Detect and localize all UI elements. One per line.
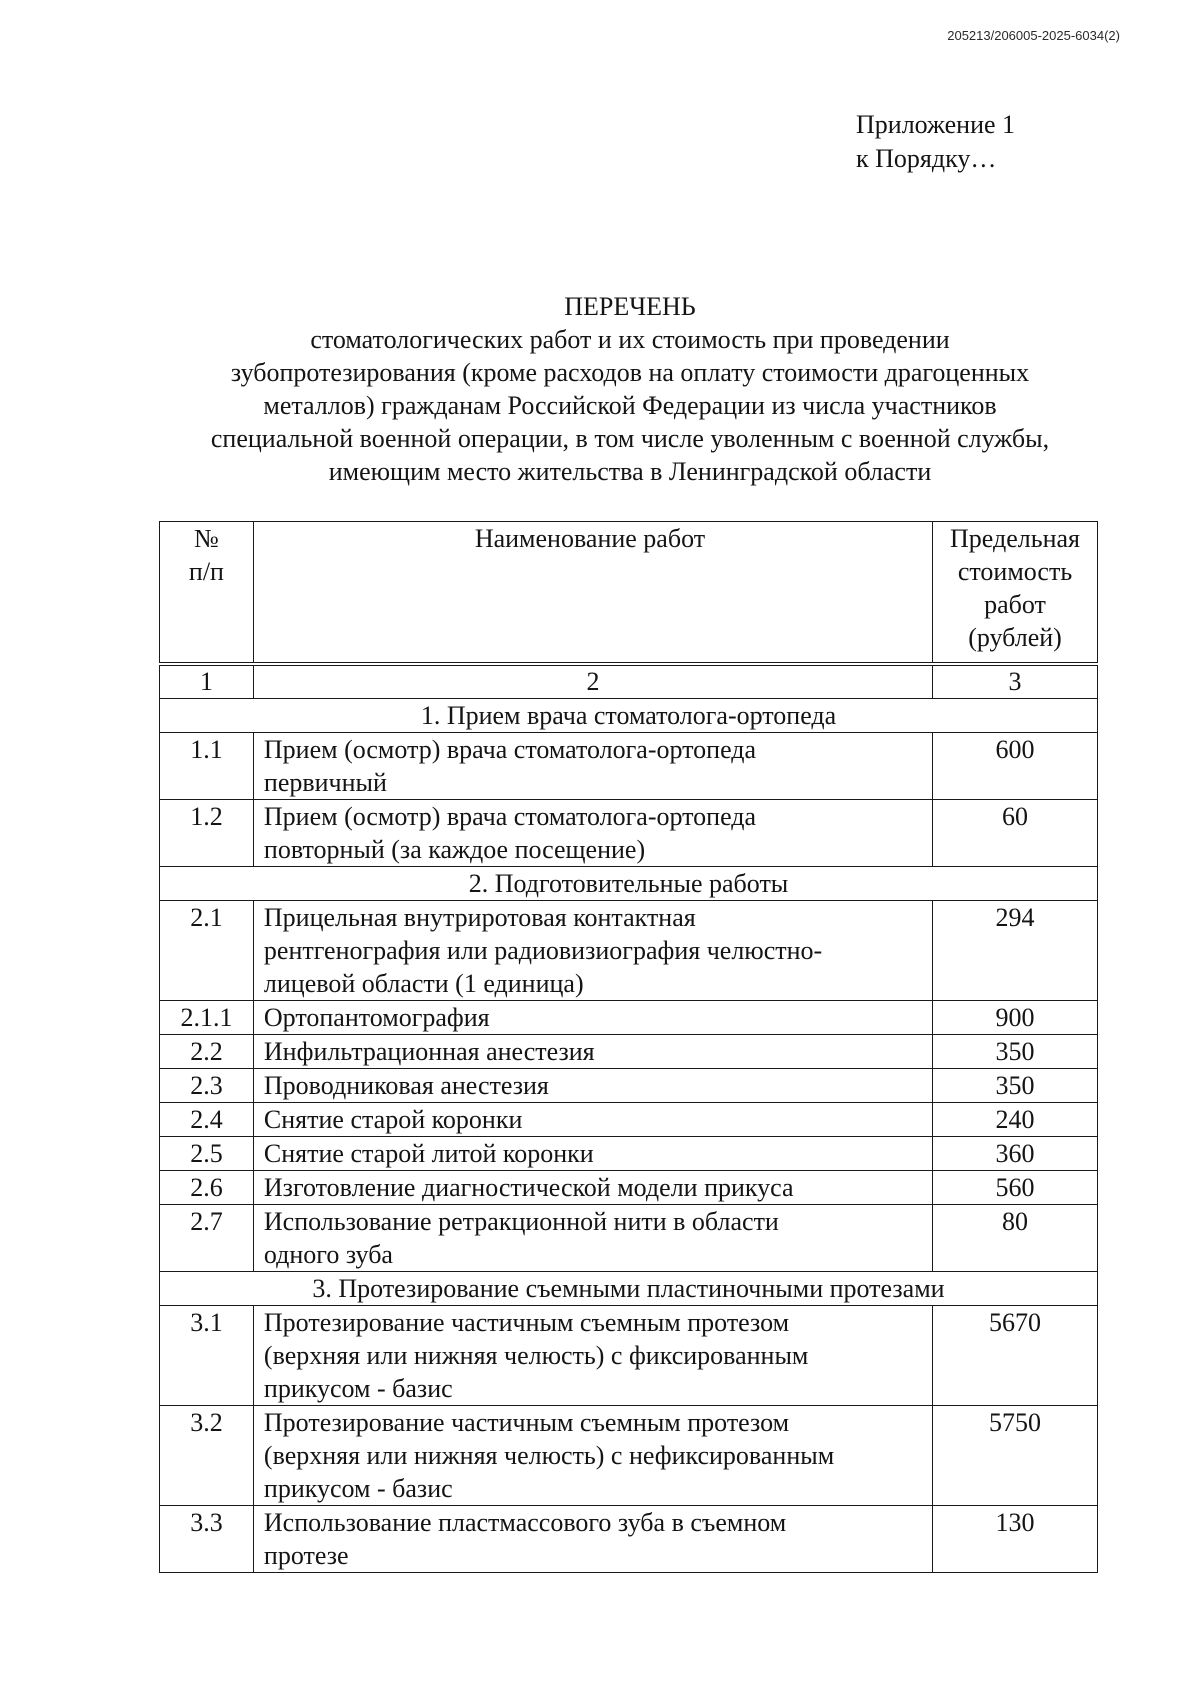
work-name-line: протезе	[263, 1541, 349, 1570]
row-work-name	[253, 1035, 932, 1069]
document-registration-number: 205213/206005-2025-6034(2)	[947, 28, 1120, 43]
work-name-line: Снятие старой литой коронки	[263, 1139, 594, 1168]
work-name-line: одного зуба	[263, 1240, 393, 1269]
row-work-name	[253, 1171, 932, 1205]
section-row	[160, 867, 1098, 901]
work-name-line: Протезирование частичным съемным протезом	[263, 1408, 790, 1437]
title-line: металлов) гражданам Российской Федерации из числа участников	[263, 391, 997, 420]
work-name-line: повторный (за каждое посещение)	[263, 835, 646, 864]
row-price: 350	[933, 1069, 1098, 1103]
row-work-name	[253, 1506, 932, 1573]
table-row	[160, 1506, 1098, 1573]
header-price-line: (рублей)	[968, 623, 1062, 652]
table-row	[160, 1035, 1098, 1069]
row-price: 5670	[933, 1306, 1098, 1406]
header-price-line: работ	[984, 590, 1046, 619]
header-price-line: стоимость	[957, 557, 1073, 586]
row-work-name	[253, 1069, 932, 1103]
row-number: 2.6	[160, 1171, 254, 1205]
work-name-line: Прицельная внутриротовая контактная	[263, 903, 696, 932]
row-number: 2.2	[160, 1035, 254, 1069]
row-number: 2.3	[160, 1069, 254, 1103]
table-row	[160, 1103, 1098, 1137]
work-name-line: Изготовление диагностической модели прикуса	[263, 1173, 794, 1202]
row-work-name	[253, 1103, 932, 1137]
work-name-line: Прием (осмотр) врача стоматолога-ортопеда	[263, 735, 757, 764]
row-number: 1.1	[160, 733, 254, 800]
work-name-line: лицевой области (1 единица)	[263, 969, 584, 998]
appendix-reference	[856, 108, 1015, 176]
header-work-name	[253, 522, 932, 665]
section-row	[160, 1272, 1098, 1306]
row-number: 2.1	[160, 901, 254, 1001]
work-name-line: (верхняя или нижняя челюсть) с фиксированным	[263, 1341, 809, 1370]
table-row	[160, 1306, 1098, 1406]
work-name-line: Протезирование частичным съемным протезом	[263, 1308, 790, 1337]
row-number: 2.4	[160, 1103, 254, 1137]
work-name-line: Снятие старой коронки	[263, 1105, 523, 1134]
work-name-line: Инфильтрационная анестезия	[263, 1037, 595, 1066]
section-row	[160, 699, 1098, 733]
section-title: 2. Подготовительные работы	[160, 867, 1098, 901]
row-number: 2.1.1	[160, 1001, 254, 1035]
section-title: 3. Протезирование съемными пластиночными протезами	[160, 1272, 1098, 1306]
row-price: 350	[933, 1035, 1098, 1069]
column-index-row	[160, 664, 1098, 699]
row-number: 3.2	[160, 1406, 254, 1506]
header-number-label: п/п	[188, 557, 224, 586]
table-row	[160, 1406, 1098, 1506]
section-title: 1. Прием врача стоматолога-ортопеда	[160, 699, 1098, 733]
price-table	[159, 521, 1098, 1573]
work-name-line: Ортопантомография	[263, 1003, 490, 1032]
row-number: 3.3	[160, 1506, 254, 1573]
title-line: имеющим место жительства в Ленинградской области	[328, 457, 932, 486]
row-price: 5750	[933, 1406, 1098, 1506]
work-name-line: (верхняя или нижняя челюсть) с нефиксированным	[263, 1441, 835, 1470]
column-index: 1	[160, 664, 254, 699]
row-work-name	[253, 1406, 932, 1506]
document-title	[0, 290, 1200, 488]
row-price: 60	[933, 800, 1098, 867]
row-price: 600	[933, 733, 1098, 800]
appendix-line-1: Приложение 1	[856, 110, 1016, 139]
row-number: 2.5	[160, 1137, 254, 1171]
row-work-name	[253, 800, 932, 867]
row-number: 1.2	[160, 800, 254, 867]
row-price: 80	[933, 1205, 1098, 1272]
column-index: 3	[933, 664, 1098, 699]
table-row	[160, 901, 1098, 1001]
work-name-line: прикусом - базис	[263, 1474, 453, 1503]
table-row	[160, 1171, 1098, 1205]
work-name-line: Прием (осмотр) врача стоматолога-ортопеда	[263, 802, 757, 831]
table-row	[160, 1137, 1098, 1171]
work-name-line: первичный	[263, 768, 387, 797]
row-number: 2.7	[160, 1205, 254, 1272]
appendix-line-2: к Порядку…	[856, 144, 997, 173]
header-number	[160, 522, 254, 665]
row-work-name	[253, 733, 932, 800]
work-name-line: рентгенография или радиовизиография челюстно-	[263, 936, 823, 965]
row-price: 560	[933, 1171, 1098, 1205]
work-name-line: Использование пластмассового зуба в съемном	[263, 1508, 787, 1537]
row-price: 130	[933, 1506, 1098, 1573]
table-row	[160, 1069, 1098, 1103]
table-row	[160, 733, 1098, 800]
title-line: стоматологических работ и их стоимость при проведении	[310, 325, 950, 354]
title-line: зубопротезирования (кроме расходов на оплату стоимости драгоценных	[230, 358, 1030, 387]
work-name-line: прикусом - базис	[263, 1374, 453, 1403]
table-row	[160, 1205, 1098, 1272]
work-name-line: Проводниковая анестезия	[263, 1071, 549, 1100]
row-work-name	[253, 1205, 932, 1272]
row-price: 294	[933, 901, 1098, 1001]
column-index: 2	[253, 664, 932, 699]
row-work-name	[253, 901, 932, 1001]
row-number: 3.1	[160, 1306, 254, 1406]
work-name-line: Использование ретракционной нити в области	[263, 1207, 779, 1236]
header-price-line: Предельная	[950, 524, 1081, 553]
row-price: 900	[933, 1001, 1098, 1035]
table-body	[160, 699, 1098, 1573]
table-row	[160, 800, 1098, 867]
row-work-name	[253, 1137, 932, 1171]
table-header-row	[160, 522, 1098, 665]
title-line: специальной военной операции, в том числе уволенным с военной службы,	[210, 424, 1050, 453]
title-heading: ПЕРЕЧЕНЬ	[564, 292, 696, 321]
header-work-name-label: Наименование работ	[474, 524, 706, 553]
header-number-symbol: №	[194, 524, 219, 553]
row-price: 240	[933, 1103, 1098, 1137]
row-work-name	[253, 1306, 932, 1406]
row-work-name	[253, 1001, 932, 1035]
row-price: 360	[933, 1137, 1098, 1171]
header-price	[933, 522, 1098, 665]
table-row	[160, 1001, 1098, 1035]
